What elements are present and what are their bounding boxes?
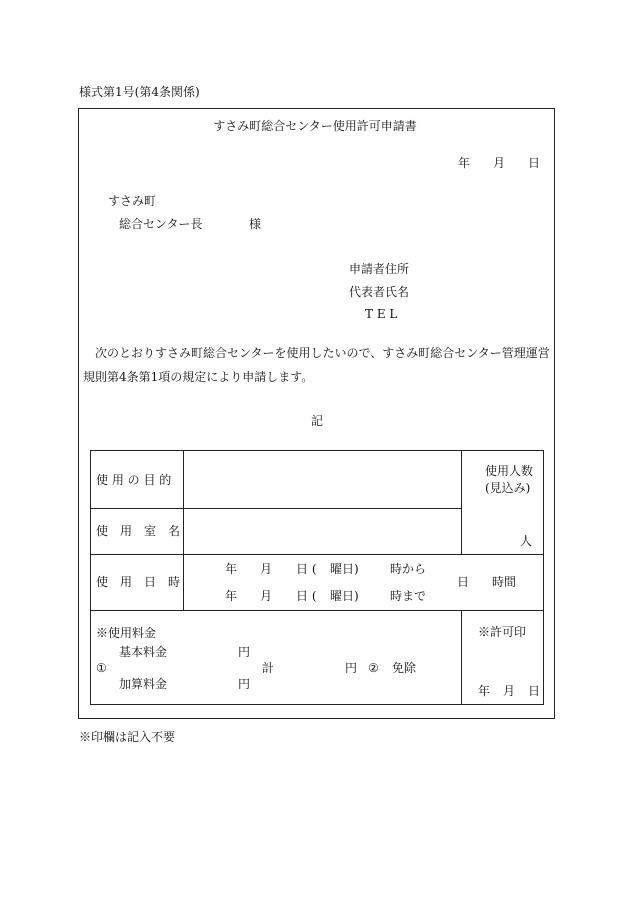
- table-right-border: [543, 450, 544, 705]
- basic-fee-label: 基本料金: [119, 645, 168, 659]
- applicant-tel-label: T E L: [365, 307, 398, 321]
- permit-label: ※許可印: [478, 625, 527, 639]
- fee-label: ※使用料金: [96, 626, 157, 640]
- basic-fee-yen: 円: [238, 645, 251, 659]
- table-row1-divider: [90, 508, 461, 509]
- body-text-line2: 規則第4条第1項の規定により申請します。: [83, 370, 314, 384]
- applicant-name-label: 代表者氏名: [349, 285, 410, 299]
- from-day: 日 (: [296, 562, 317, 576]
- permit-year: 年: [478, 684, 491, 698]
- ki-label: 記: [311, 414, 324, 428]
- table-top-border: [90, 450, 544, 451]
- table-bottom-border: [90, 704, 544, 705]
- from-time: 時から: [390, 562, 427, 576]
- footnote: ※印欄は記入不要: [79, 730, 176, 744]
- circle-one: ①: [96, 661, 107, 675]
- addressee-title: 総合センター長: [119, 217, 203, 231]
- room-label: 使 用 室 名: [96, 524, 181, 538]
- date-month: 月: [493, 156, 506, 170]
- table-row3-divider: [90, 610, 544, 611]
- date-year: 年: [458, 156, 471, 170]
- people-label: 使用人数: [485, 464, 534, 478]
- table-permit-divider: [461, 610, 462, 705]
- applicant-address-label: 申請者住所: [349, 262, 410, 276]
- from-month: 月: [260, 562, 273, 576]
- people-label-estimate: (見込み): [485, 481, 531, 495]
- extra-fee-yen: 円: [238, 677, 251, 691]
- circle-two: ②: [368, 661, 379, 675]
- extra-fee-label: 加算料金: [119, 677, 168, 691]
- permit-day: 日: [528, 684, 541, 698]
- to-month: 月: [260, 589, 273, 603]
- table-people-divider: [461, 450, 462, 554]
- date-day: 日: [528, 156, 541, 170]
- permit-month: 月: [503, 684, 516, 698]
- total-yen: 円: [345, 661, 358, 675]
- duration-hours: 時間: [492, 575, 517, 589]
- addressee-town: すさみ町: [108, 194, 157, 208]
- datetime-label: 使 用 日 時: [96, 575, 181, 589]
- duration-day: 日: [457, 575, 470, 589]
- form-title: すさみ町総合センター使用許可申請書: [213, 119, 417, 133]
- to-year: 年: [225, 589, 238, 603]
- table-left-border: [90, 450, 91, 705]
- form-number-label: 様式第1号(第4条関係): [79, 85, 200, 99]
- people-unit: 人: [520, 534, 533, 548]
- from-year: 年: [225, 562, 238, 576]
- to-day: 日 (: [296, 589, 317, 603]
- purpose-label: 使 用 の 目 的: [96, 473, 172, 487]
- table-label-divider: [183, 450, 184, 610]
- addressee-honorific: 様: [249, 217, 262, 231]
- total-label: 計: [262, 661, 275, 675]
- to-time: 時まで: [390, 589, 427, 603]
- table-row2-divider: [90, 554, 544, 555]
- body-text-line1: 次のとおりすさみ町総合センターを使用したいので、すさみ町総合センター管理運営: [95, 346, 550, 360]
- from-weekday: 曜日): [330, 562, 359, 576]
- exempt-label: 免除: [392, 661, 417, 675]
- to-weekday: 曜日): [330, 589, 359, 603]
